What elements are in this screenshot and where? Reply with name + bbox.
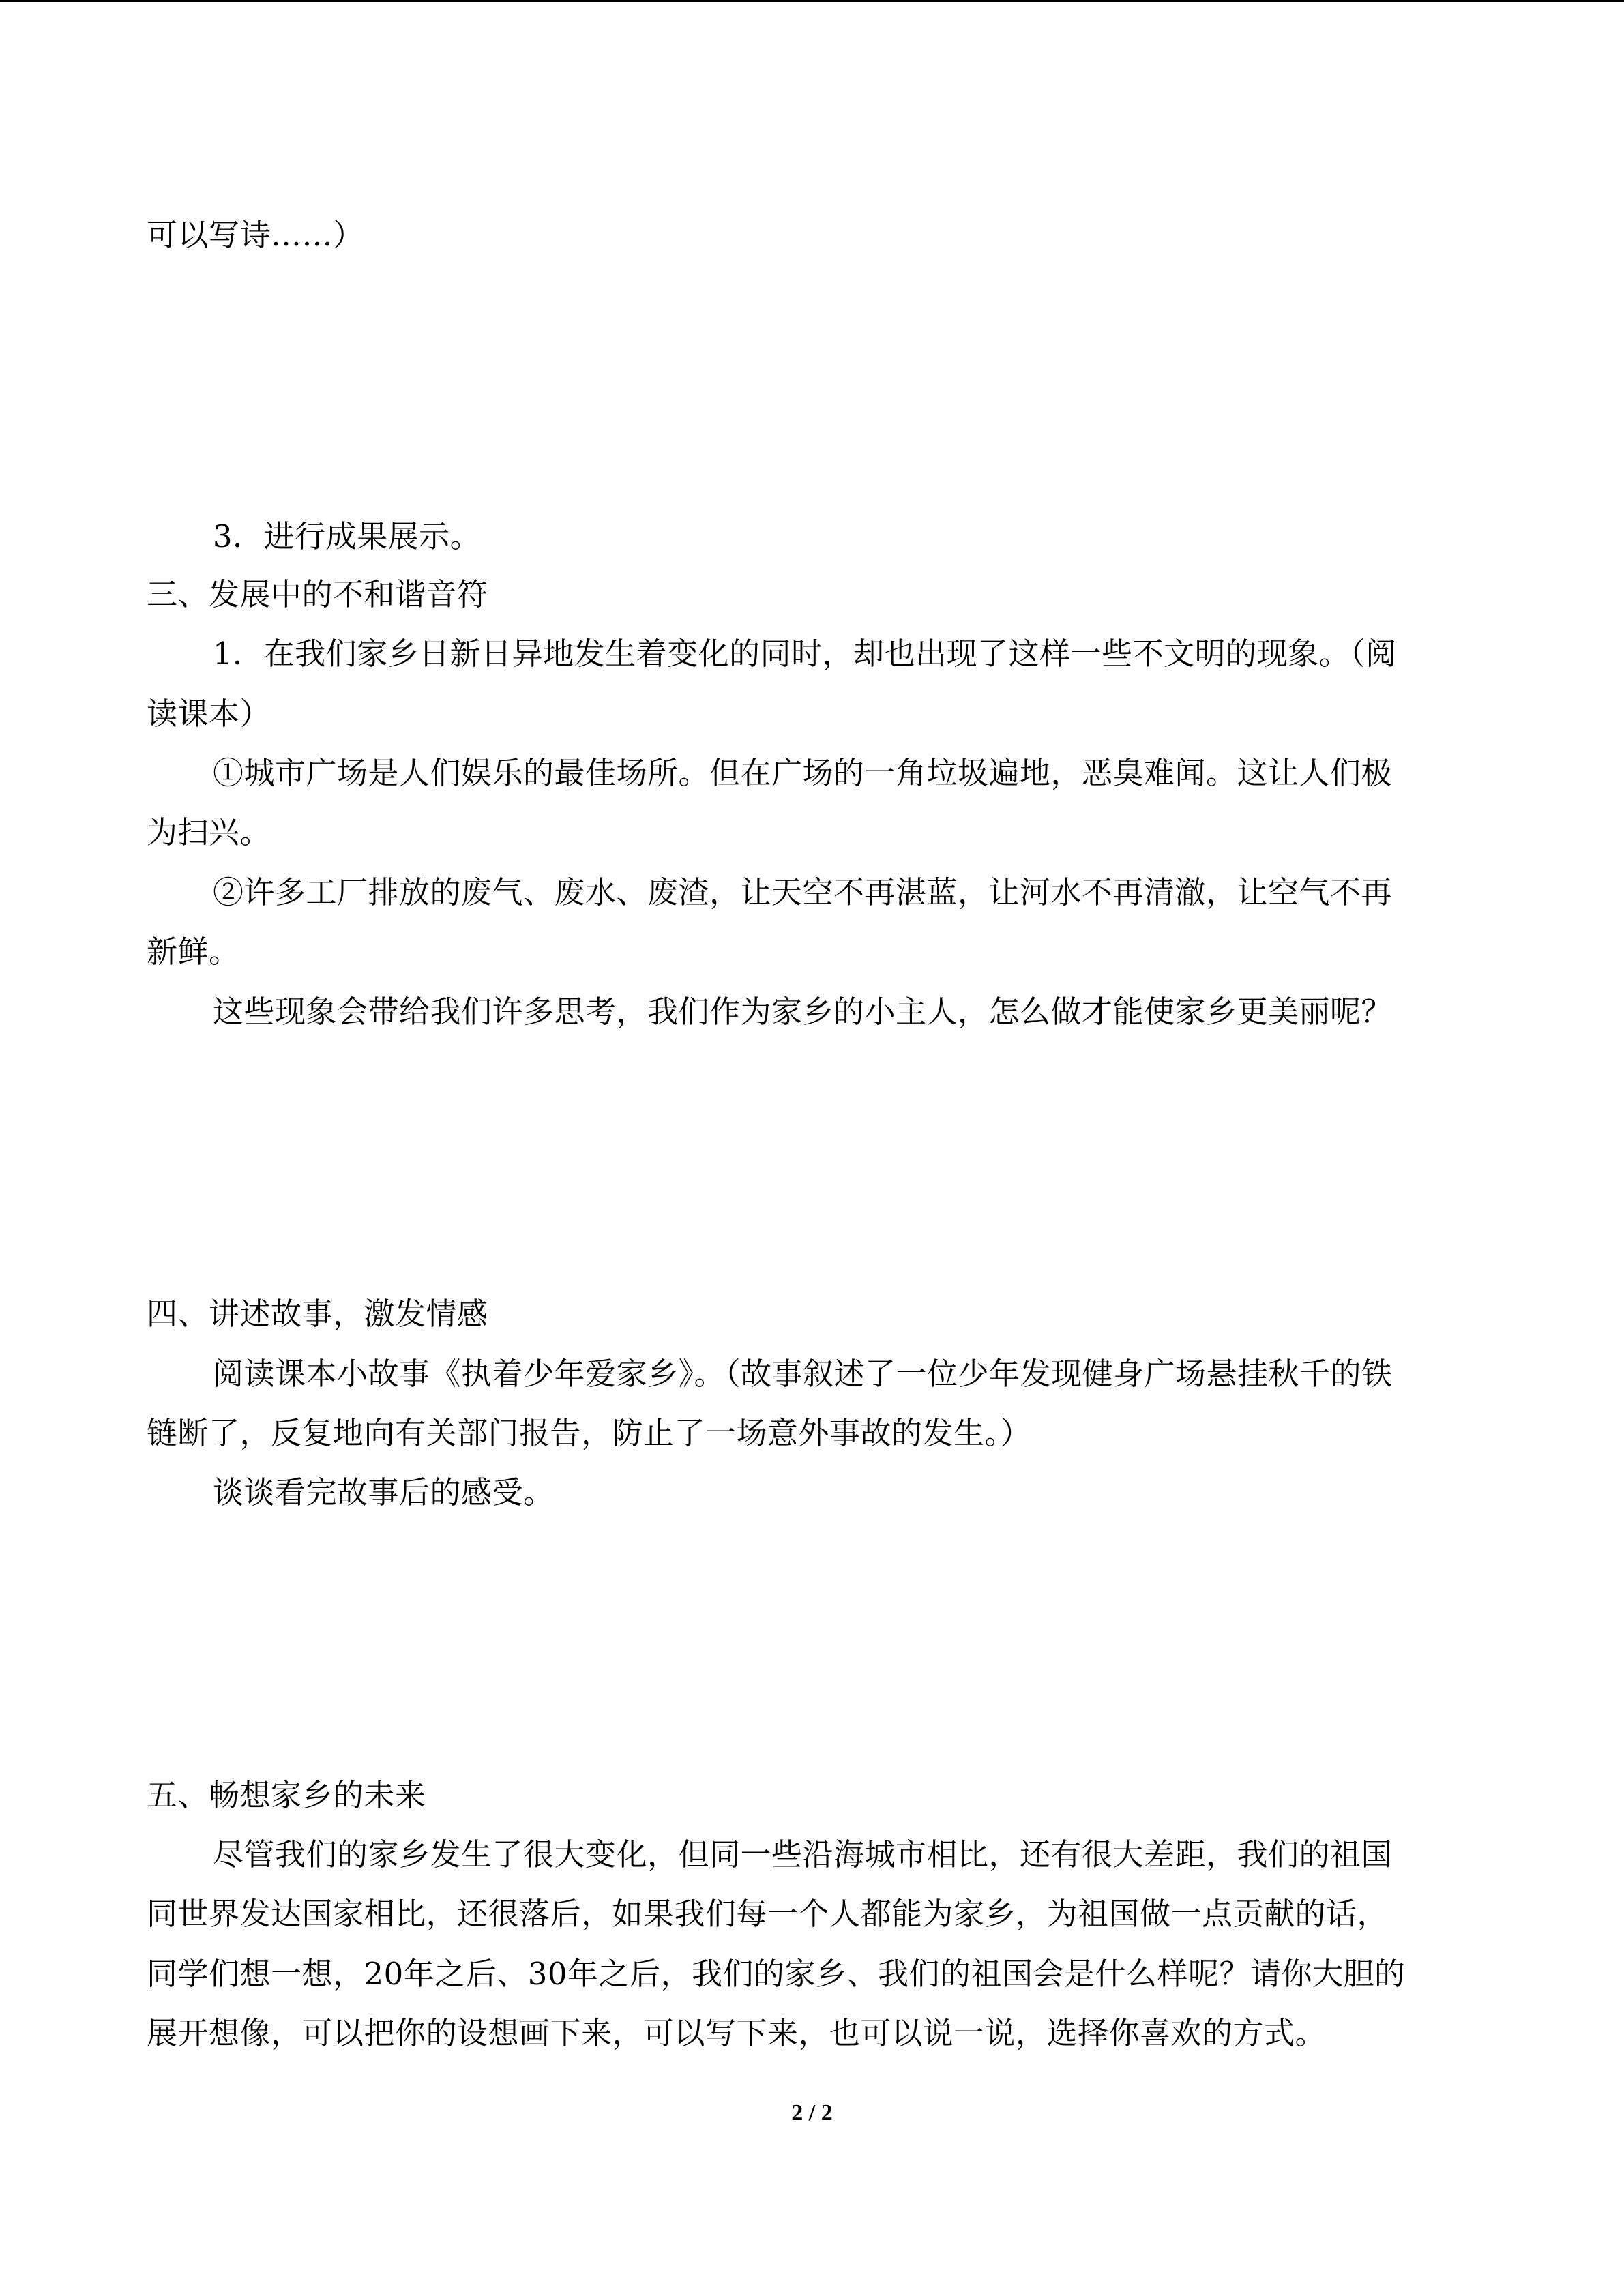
step-3-text: 3．进行成果展示。: [213, 518, 482, 554]
paragraph-line: ①城市广场是人们娱乐的最佳场所。但在广场的一角垃圾遍地，恶臭难闻。这让人们极: [213, 755, 1393, 791]
paragraph-line: 谈谈看完故事后的感受。: [213, 1474, 555, 1510]
section-heading-4: 四、讲述故事，激发情感: [147, 1296, 488, 1332]
page-number: 2 / 2: [791, 2100, 833, 2126]
paragraph-line: 阅读课本小故事《执着少年爱家乡》。（故事叙述了一位少年发现健身广场悬挂秋千的铁: [213, 1356, 1393, 1392]
paragraph-line: 同学们想一想，20年之后、30年之后，我们的家乡、我们的祖国会是什么样呢？请你大胆的: [147, 1956, 1406, 1992]
paragraph-line: 这些现象会带给我们许多思考，我们作为家乡的小主人，怎么做才能使家乡更美丽呢？: [213, 994, 1393, 1030]
section-heading-3: 三、发展中的不和谐音符: [147, 576, 488, 612]
paragraph-line: 1．在我们家乡日新日异地发生着变化的同时，却也出现了这样一些不文明的现象。（阅: [213, 636, 1397, 672]
paragraph-line: 尽管我们的家乡发生了很大变化，但同一些沿海城市相比，还有很大差距，我们的祖国: [213, 1836, 1393, 1873]
paragraph-line: 读课本）: [147, 696, 271, 732]
paragraph-line: ②许多工厂排放的废气、废水、废渣，让天空不再湛蓝，让河水不再清澈，让空气不再: [213, 874, 1393, 910]
paragraph-line: 同世界发达国家相比，还很落后，如果我们每一个人都能为家乡，为祖国做一点贡献的话，: [147, 1896, 1389, 1932]
paragraph-line: 新鲜。: [147, 934, 240, 970]
paragraph-line: 为扫兴。: [147, 814, 271, 850]
paragraph-line: 链断了，反复地向有关部门报告，防止了一场意外事故的发生。）: [147, 1415, 1032, 1451]
section-heading-5: 五、畅想家乡的未来: [147, 1777, 426, 1813]
paragraph-line: 可以写诗……）: [147, 217, 364, 253]
paragraph-line: 展开想像，可以把你的设想画下来，可以写下来，也可以说一说，选择你喜欢的方式。: [147, 2015, 1327, 2051]
